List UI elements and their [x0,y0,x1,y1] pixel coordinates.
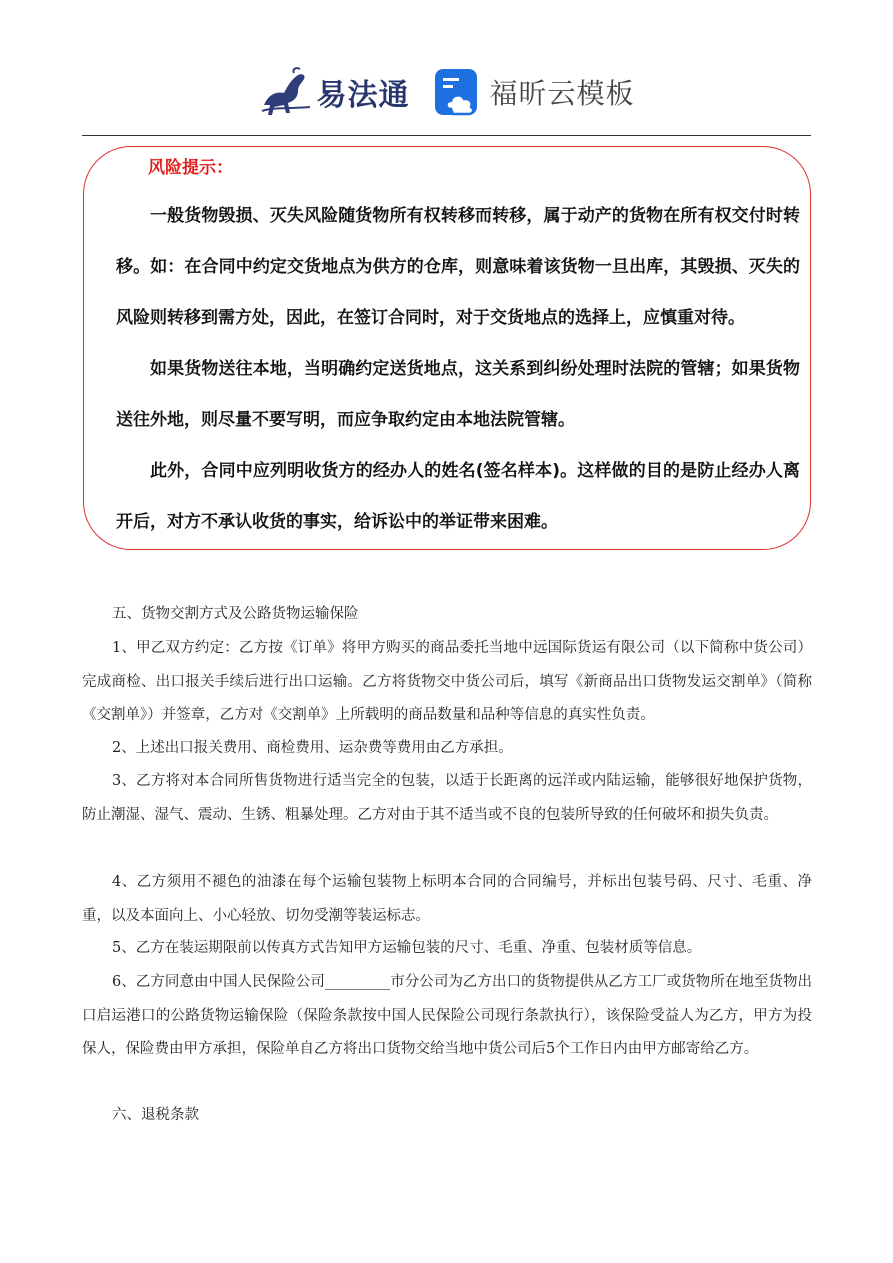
risk-paragraph: 此外，合同中应列明收货方的经办人的姓名(签名样本)。这样做的目的是防止经办人离开后，对方不承认收货的事实，给诉讼中的举证带来困难。 [116,461,800,532]
foxit-cloud-template-logo [433,67,634,117]
header-divider [82,135,811,136]
contract-clause: 3、乙方将对本合同所售货物进行适当完全的包装，以适于长距离的远洋或内陆运输，能够很好地保护货物，防止潮湿、湿气、震动、生锈、粗暴处理。乙方对由于其不适当或不良的包装所导致的任何破坏和损失负责。 [82,773,812,823]
foxit-cloud-template-logo-text: 福昕云模板 [489,77,635,110]
page-header [0,60,893,124]
risk-paragraph: 一般货物毁损、灭失风险随货物所有权转移而转移，属于动产的货物在所有权交付时转移。如：在合同中约定交货地点为供方的仓库，则意味着该货物一旦出库，其毁损、灭失的风险则转移到需方处，因此，在签订合同时，对于交货地点的选择上，应慎重对待。 [116,206,800,328]
contract-clause: 4、乙方须用不褪色的油漆在每个运输包装物上标明本合同的合同编号，并标出包装号码、尺寸、毛重、净重，以及本面向上、小心轻放、切勿受潮等装运标志。 [82,874,812,924]
risk-paragraph: 如果货物送往本地，当明确约定送货地点，这关系到纠纷处理时法院的管辖；如果货物送往外地，则尽量不要写明，而应争取约定由本地法院管辖。 [116,359,800,430]
contract-clause: 2、上述出口报关费用、商检费用、运杂费等费用由乙方承担。 [112,740,513,756]
contract-clause: 5、乙方在装运期限前以传真方式告知甲方运输包装的尺寸、毛重、净重、包装材质等信息。 [112,940,702,956]
risk-notice-title: 风险提示： [148,158,233,178]
yifatong-logo [258,65,409,119]
horse-emblem-icon [258,65,314,119]
yifatong-logo-text: 易法通 [316,78,410,113]
contract-clause: 6、乙方同意由中国人民保险公司_________市分公司为乙方出口的货物提供从乙方工厂或货物所在地至货物出口启运港口的公路货物运输保险（保险条款按中国人民保险公司现行条款执行），该保险受益人为乙方，甲方为投保人，保险费由甲方承担，保险单自乙方将出口货物交给当地中货公司后5个工作日内由甲方邮寄给乙方。 [82,974,812,1057]
section-heading: 六、退税条款 [112,1107,199,1123]
section-heading: 五、货物交割方式及公路货物运输保险 [112,606,359,622]
contract-clause: 1、甲乙双方约定：乙方按《订单》将甲方购买的商品委托当地中远国际货运有限公司（以下简称中货公司）完成商检、出口报关手续后进行出口运输。乙方将货物交中货公司后，填写《新商品出口货物发运交割单》（简称《交割单》）并签章，乙方对《交割单》上所载明的商品数量和品种等信息的真实性负责。 [82,640,812,723]
cloud-document-icon [433,67,481,117]
